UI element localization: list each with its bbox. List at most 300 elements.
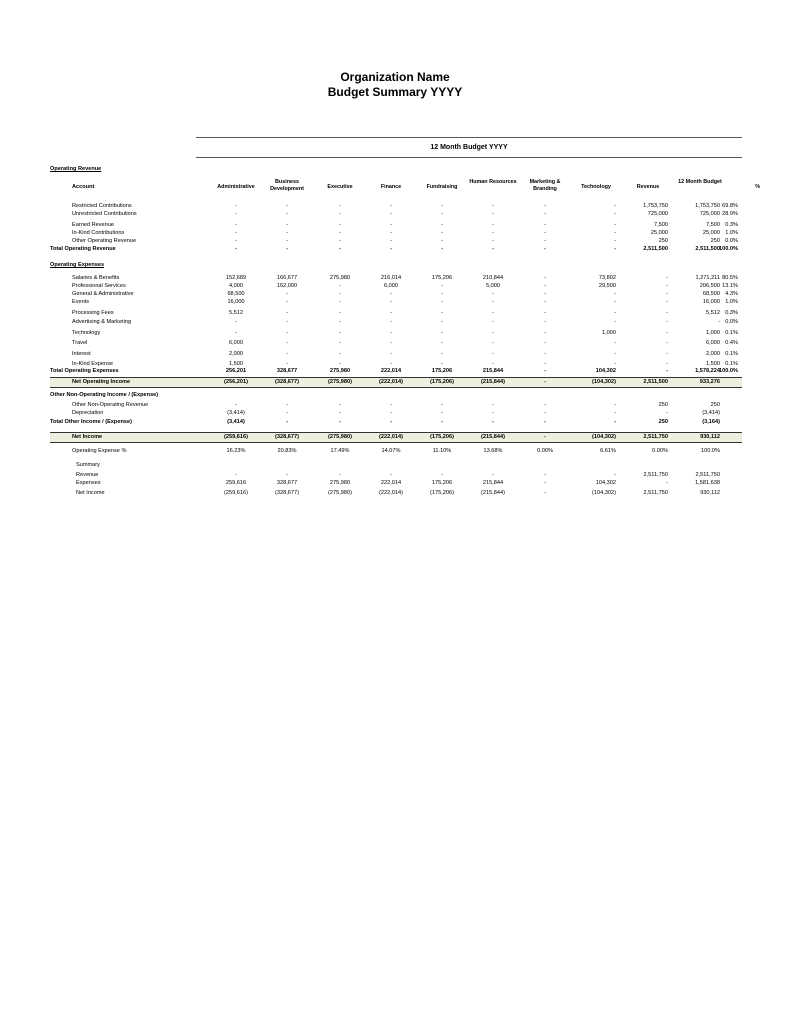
table-cell: - <box>390 299 392 305</box>
table-cell: 0.00% <box>652 448 668 454</box>
table-cell: 725,000 <box>699 211 720 217</box>
table-cell: - <box>666 319 668 325</box>
table-cell: - <box>492 211 494 217</box>
table-cell: 2,511,750 <box>695 472 720 478</box>
row-label: Total Operating Revenue <box>50 246 116 252</box>
table-cell: (104,302) <box>592 490 616 496</box>
table-cell: - <box>614 351 616 357</box>
table-cell: - <box>390 203 392 209</box>
table-cell: - <box>441 472 443 478</box>
table-cell: 215,844 <box>482 480 504 486</box>
table-cell: - <box>286 361 288 367</box>
table-cell: - <box>666 410 668 416</box>
section-heading: Operating Revenue <box>50 166 102 172</box>
table-cell: - <box>390 238 392 244</box>
table-cell: - <box>339 230 341 236</box>
table-cell: - <box>614 299 616 305</box>
table-cell: - <box>441 319 443 325</box>
header-top-rule <box>196 137 742 138</box>
table-cell: - <box>286 402 288 408</box>
table-cell: 1,581,638 <box>695 480 720 486</box>
table-cell: - <box>544 319 546 325</box>
table-cell: - <box>339 472 341 478</box>
table-cell: - <box>492 402 494 408</box>
table-cell: - <box>390 361 392 367</box>
table-cell: 0.0% <box>725 319 738 325</box>
table-cell: - <box>544 340 546 346</box>
table-cell: - <box>666 299 668 305</box>
table-cell: (215,844) <box>481 434 505 440</box>
table-cell: 256,201 <box>225 368 247 374</box>
table-cell: - <box>544 490 546 496</box>
table-cell: (104,302) <box>592 379 616 385</box>
table-cell: 68,500 <box>227 291 245 297</box>
table-cell: 5,000 <box>486 283 500 289</box>
table-cell: 0.1% <box>725 361 738 367</box>
table-cell: 17.49% <box>330 448 350 454</box>
table-cell: - <box>544 361 546 367</box>
table-cell: - <box>492 340 494 346</box>
account-header: Account <box>72 184 95 190</box>
table-cell: - <box>390 472 392 478</box>
table-cell: 100.0% <box>701 448 720 454</box>
table-cell: - <box>441 330 443 336</box>
table-cell: 29,500 <box>598 283 616 289</box>
table-cell: - <box>492 310 494 316</box>
row-label: In-Kind Expense <box>72 361 114 367</box>
table-cell: 11.10% <box>432 448 452 454</box>
table-cell: - <box>286 351 288 357</box>
section-heading: Other Non-Operating Income / (Expense) <box>50 392 159 398</box>
table-cell: 2,511,500 <box>643 379 668 385</box>
column-header: Administrative <box>217 184 255 190</box>
table-cell: 2,511,500 <box>643 246 668 252</box>
column-header: % <box>755 184 760 190</box>
row-label: Revenue <box>76 472 99 478</box>
table-cell: 2,511,750 <box>643 490 668 496</box>
table-cell: 216,014 <box>380 275 402 281</box>
table-cell: - <box>544 419 546 425</box>
table-cell: - <box>544 299 546 305</box>
table-cell: - <box>666 283 668 289</box>
table-cell: - <box>286 340 288 346</box>
table-cell: 1,500 <box>229 361 243 367</box>
table-cell: 100.0% <box>719 246 738 252</box>
table-cell: - <box>492 319 494 325</box>
table-cell: 0.00% <box>537 448 553 454</box>
table-cell: - <box>544 275 546 281</box>
table-cell: 16,000 <box>702 299 720 305</box>
table-cell: - <box>544 480 546 486</box>
table-cell: (3,414) <box>227 410 245 416</box>
table-cell: 222,014 <box>380 480 402 486</box>
table-cell: - <box>614 319 616 325</box>
table-cell: - <box>286 246 288 252</box>
row-label: Other Non-Operating Revenue <box>72 402 149 408</box>
table-cell: - <box>390 351 392 357</box>
table-cell: 725,000 <box>647 211 668 217</box>
table-cell: - <box>339 211 341 217</box>
row-label: Other Operating Revenue <box>72 238 137 244</box>
table-cell: - <box>390 410 392 416</box>
table-cell: (328,677) <box>275 379 299 385</box>
table-cell: 20.83% <box>277 448 297 454</box>
table-cell: 152,689 <box>225 275 247 281</box>
table-cell: 104,302 <box>595 480 616 486</box>
table-cell: - <box>614 410 616 416</box>
table-cell: - <box>286 319 288 325</box>
table-cell: 0.1% <box>725 351 738 357</box>
table-cell: - <box>544 330 546 336</box>
table-cell: 1,000 <box>602 330 616 336</box>
row-label: General & Administrative <box>72 291 134 297</box>
table-cell: - <box>666 480 668 486</box>
table-cell: (3,164) <box>702 419 720 425</box>
table-cell: - <box>339 283 341 289</box>
table-cell: - <box>286 238 288 244</box>
table-cell: - <box>339 246 341 252</box>
table-cell: - <box>544 472 546 478</box>
table-cell: - <box>492 330 494 336</box>
table-cell: - <box>339 351 341 357</box>
table-cell: 0.1% <box>725 330 738 336</box>
table-cell: - <box>492 299 494 305</box>
table-cell: - <box>286 410 288 416</box>
table-cell: 13.68% <box>483 448 503 454</box>
row-label: Total Operating Expenses <box>50 368 119 374</box>
table-cell: 69.8% <box>722 203 738 209</box>
table-cell: (222,014) <box>379 490 403 496</box>
table-cell: - <box>235 246 237 252</box>
column-header: Marketing & Branding <box>529 179 561 192</box>
table-cell: - <box>666 368 668 374</box>
table-cell: 259,616 <box>225 480 247 486</box>
row-label: Professional Services <box>72 283 126 289</box>
table-cell: - <box>544 246 546 252</box>
table-cell: (259,616) <box>224 434 248 440</box>
table-cell: - <box>339 310 341 316</box>
column-header: Technology <box>581 184 611 190</box>
table-cell: - <box>614 203 616 209</box>
table-cell: 25,000 <box>702 230 720 236</box>
table-cell: - <box>441 310 443 316</box>
column-header: Revenue <box>636 184 660 190</box>
table-cell: (222,014) <box>379 434 403 440</box>
table-cell: - <box>390 330 392 336</box>
table-cell: - <box>286 291 288 297</box>
table-cell: 1.0% <box>725 230 738 236</box>
table-cell: - <box>666 310 668 316</box>
table-cell: 250 <box>658 238 668 244</box>
table-cell: - <box>492 203 494 209</box>
table-cell: - <box>614 310 616 316</box>
table-cell: 16,000 <box>227 299 245 305</box>
row-label: Net Income <box>72 434 103 440</box>
table-cell: 80.5% <box>722 275 738 281</box>
table-cell: 2,000 <box>229 351 243 357</box>
table-cell: - <box>235 330 237 336</box>
table-cell: - <box>235 472 237 478</box>
table-cell: - <box>390 419 392 425</box>
table-cell: - <box>235 402 237 408</box>
table-cell: - <box>441 246 443 252</box>
budget-period-title: 12 Month Budget YYYY <box>430 144 508 151</box>
table-cell: - <box>544 351 546 357</box>
table-cell: - <box>492 222 494 228</box>
table-cell: (175,206) <box>430 434 454 440</box>
table-cell: 1.0% <box>725 299 738 305</box>
table-cell: (104,302) <box>592 434 616 440</box>
table-cell: - <box>339 361 341 367</box>
row-label: Net Income <box>76 490 105 496</box>
table-cell: 104,302 <box>595 368 616 374</box>
table-cell: - <box>492 351 494 357</box>
table-cell: 13.1% <box>722 283 738 289</box>
row-label: Earned Revenue <box>72 222 114 228</box>
table-cell: - <box>339 291 341 297</box>
row-label: In-Kind Contributions <box>72 230 125 236</box>
row-label: Processing Fees <box>72 310 114 316</box>
table-cell: 210,844 <box>482 275 504 281</box>
table-cell: - <box>441 299 443 305</box>
table-cell: (3,414) <box>227 419 245 425</box>
table-cell: - <box>544 291 546 297</box>
table-cell: - <box>492 361 494 367</box>
row-label: Technology <box>72 330 101 336</box>
row-label: Unrestricted Contributions <box>72 211 137 217</box>
table-cell: - <box>286 211 288 217</box>
table-cell: 5,512 <box>706 310 720 316</box>
table-cell: - <box>614 402 616 408</box>
table-cell: 0.3% <box>725 310 738 316</box>
column-header: Fundraising <box>426 184 458 190</box>
table-cell: (256,201) <box>224 379 248 385</box>
row-label: Net Operating Income <box>72 379 131 385</box>
column-header: Business Development <box>270 179 304 192</box>
summary-heading: Summary <box>76 462 100 468</box>
table-cell: 328,677 <box>276 368 298 374</box>
table-cell: - <box>339 402 341 408</box>
table-cell: (275,980) <box>328 490 352 496</box>
table-cell: - <box>390 230 392 236</box>
table-cell: - <box>286 230 288 236</box>
table-cell: - <box>614 472 616 478</box>
table-cell: - <box>339 340 341 346</box>
table-cell: - <box>390 402 392 408</box>
table-cell: (215,844) <box>481 490 505 496</box>
table-cell: - <box>390 319 392 325</box>
table-cell: - <box>339 419 341 425</box>
table-cell: - <box>441 230 443 236</box>
table-cell: (175,206) <box>430 490 454 496</box>
table-cell: - <box>544 203 546 209</box>
table-cell: - <box>544 368 546 374</box>
table-cell: - <box>339 410 341 416</box>
table-cell: - <box>286 330 288 336</box>
row-label: Depreciation <box>72 410 104 416</box>
table-cell: - <box>286 472 288 478</box>
table-cell: 215,844 <box>482 368 504 374</box>
table-cell: - <box>492 419 494 425</box>
table-cell: 1,753,750 <box>695 203 720 209</box>
table-cell: 1,500 <box>706 361 720 367</box>
table-cell: - <box>614 238 616 244</box>
table-cell: (175,206) <box>430 379 454 385</box>
table-cell: 222,014 <box>380 368 402 374</box>
column-header: 12 Month Budget <box>678 179 722 185</box>
table-cell: - <box>666 361 668 367</box>
table-cell: 25,000 <box>650 230 668 236</box>
table-cell: 6,000 <box>384 283 398 289</box>
table-cell: - <box>666 275 668 281</box>
table-cell: - <box>235 319 237 325</box>
table-cell: - <box>544 310 546 316</box>
table-cell: - <box>544 222 546 228</box>
table-cell: 275,980 <box>329 480 351 486</box>
table-cell: 4,000 <box>229 283 243 289</box>
table-cell: - <box>441 203 443 209</box>
table-cell: 206,500 <box>699 283 720 289</box>
table-cell: - <box>666 291 668 297</box>
table-cell: - <box>339 222 341 228</box>
table-cell: 175,206 <box>431 480 453 486</box>
table-cell: - <box>235 211 237 217</box>
table-cell: - <box>235 238 237 244</box>
table-cell: - <box>492 238 494 244</box>
table-cell: - <box>390 310 392 316</box>
table-cell: - <box>441 402 443 408</box>
row-label: Salaries & Benefits <box>72 275 120 281</box>
table-cell: 175,206 <box>431 368 453 374</box>
table-cell: 73,802 <box>598 275 616 281</box>
row-label: Restricted Contributions <box>72 203 132 209</box>
table-cell: - <box>666 330 668 336</box>
table-cell: - <box>286 222 288 228</box>
table-cell: - <box>339 238 341 244</box>
table-cell: - <box>235 230 237 236</box>
table-cell: 250 <box>658 419 668 425</box>
table-cell: - <box>339 330 341 336</box>
table-cell: 4.3% <box>725 291 738 297</box>
table-cell: 162,000 <box>276 283 298 289</box>
table-cell: - <box>492 472 494 478</box>
table-cell: - <box>614 419 616 425</box>
table-cell: - <box>441 361 443 367</box>
table-cell: - <box>614 340 616 346</box>
table-cell: - <box>441 211 443 217</box>
table-cell: - <box>441 340 443 346</box>
table-cell: 0.0% <box>725 238 738 244</box>
table-cell: - <box>492 410 494 416</box>
table-cell: - <box>544 230 546 236</box>
table-cell: 2,000 <box>706 351 720 357</box>
table-cell: - <box>286 299 288 305</box>
table-cell: 68,500 <box>702 291 720 297</box>
table-cell: - <box>286 419 288 425</box>
row-label: Advertising & Marketing <box>72 319 132 325</box>
table-cell: 5,512 <box>229 310 243 316</box>
column-header: Finance <box>380 184 402 190</box>
row-label: Total Other Income / (Expense) <box>50 419 132 425</box>
table-cell: (3,414) <box>702 410 720 416</box>
table-cell: 1,000 <box>706 330 720 336</box>
table-cell: 1,578,224 <box>695 368 720 374</box>
table-cell: 7,500 <box>654 222 668 228</box>
table-cell: - <box>390 222 392 228</box>
table-cell: 14.07% <box>381 448 401 454</box>
table-cell: 166,677 <box>276 275 298 281</box>
column-header: Human Resources <box>469 179 517 185</box>
table-cell: 2,511,750 <box>643 434 668 440</box>
table-cell: - <box>666 351 668 357</box>
table-cell: - <box>544 238 546 244</box>
table-cell: - <box>544 283 546 289</box>
table-cell: 933,276 <box>699 379 720 385</box>
table-cell: (328,677) <box>275 490 299 496</box>
table-cell: - <box>441 351 443 357</box>
table-cell: 1,271,211 <box>695 275 720 281</box>
table-cell: - <box>441 410 443 416</box>
table-cell: - <box>339 299 341 305</box>
row-label: Travel <box>72 340 88 346</box>
table-cell: - <box>614 222 616 228</box>
table-cell: - <box>390 291 392 297</box>
table-cell: - <box>614 230 616 236</box>
table-cell: (222,014) <box>379 379 403 385</box>
table-cell: (275,980) <box>328 434 352 440</box>
table-cell: - <box>441 222 443 228</box>
table-cell: 7,500 <box>706 222 720 228</box>
table-cell: - <box>492 291 494 297</box>
table-cell: - <box>390 211 392 217</box>
table-cell: 275,980 <box>329 275 351 281</box>
table-cell: 2,511,750 <box>643 472 668 478</box>
table-cell: - <box>614 246 616 252</box>
table-cell: - <box>544 211 546 217</box>
table-cell: 175,206 <box>431 275 453 281</box>
table-cell: - <box>492 246 494 252</box>
table-cell: - <box>441 283 443 289</box>
table-cell: 100.0% <box>719 368 738 374</box>
table-cell: - <box>614 361 616 367</box>
table-cell: 0.4% <box>725 340 738 346</box>
table-cell: 930,112 <box>700 490 720 496</box>
organization-name: Organization Name <box>340 70 450 84</box>
table-cell: - <box>235 203 237 209</box>
table-cell: 1,753,750 <box>643 203 668 209</box>
table-cell: (215,844) <box>481 379 505 385</box>
table-cell: - <box>286 203 288 209</box>
row-label: Events <box>72 299 90 305</box>
table-cell: 275,980 <box>329 368 351 374</box>
table-cell: - <box>441 238 443 244</box>
table-cell: 6.61% <box>600 448 616 454</box>
table-cell: - <box>544 410 546 416</box>
table-cell: - <box>441 419 443 425</box>
table-cell: - <box>614 211 616 217</box>
table-cell: - <box>339 203 341 209</box>
table-cell: - <box>441 291 443 297</box>
table-cell: 250 <box>658 402 668 408</box>
table-cell: - <box>286 310 288 316</box>
table-cell: (275,980) <box>328 379 352 385</box>
row-label: Expenses <box>76 480 101 486</box>
table-cell: 250 <box>710 238 720 244</box>
column-header: Executive <box>327 184 353 190</box>
section-heading: Operating Expenses <box>50 262 105 268</box>
table-cell: - <box>666 340 668 346</box>
table-cell: 328,677 <box>276 480 298 486</box>
